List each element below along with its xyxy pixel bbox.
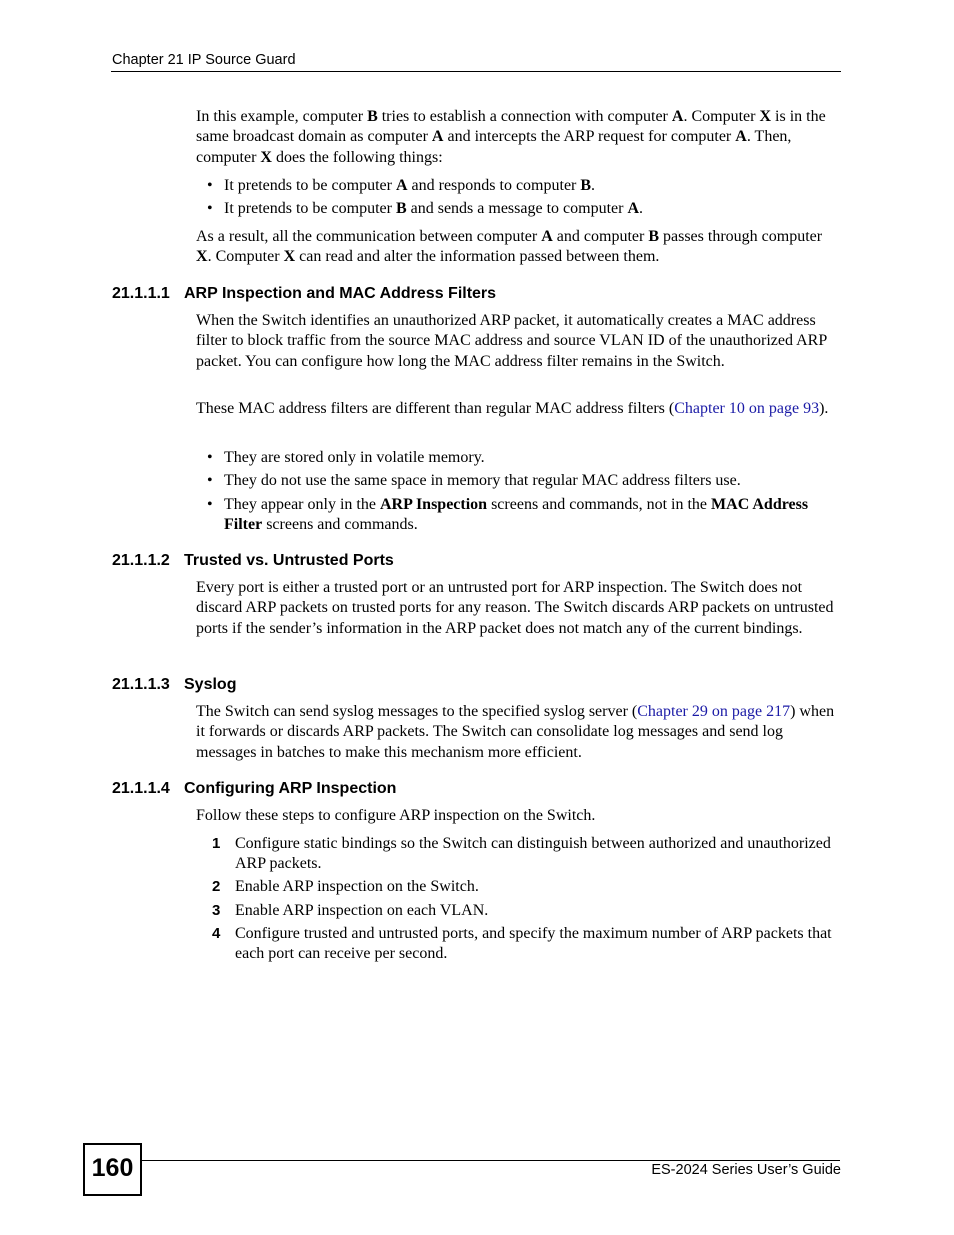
- section-paragraph: Every port is either a trusted port or an untrusted port for ARP inspection. The Switch does not discard ARP packets on trusted ports for any reason. The Switch discards ARP packets on untrusted ports if the sender’s information in the ARP packet does not match any of the current bindings.: [196, 579, 834, 637]
- section-paragraph: These MAC address filters are different than regular MAC address filters (Chapter 10 on page 93).: [196, 400, 829, 417]
- footer-divider: [140, 1160, 840, 1161]
- page-number: 160: [91, 1154, 134, 1182]
- section-paragraph: When the Switch identifies an unauthorized ARP packet, it automatically creates a MAC address filter to block traffic from the source MAC address and source VLAN ID of the unauthorized ARP packet. You can configure how long the MAC address filter remains in the Switch.: [196, 312, 827, 370]
- running-header: Chapter 21 IP Source Guard: [112, 52, 296, 68]
- section-heading: 21.1.1.4 Configuring ARP Inspection: [112, 780, 397, 797]
- page-number-box: [83, 1143, 142, 1196]
- section-heading: 21.1.1.1 ARP Inspection and MAC Address Filters: [112, 285, 497, 302]
- guide-title: ES-2024 Series User’s Guide: [651, 1162, 841, 1178]
- section-heading: 21.1.1.2 Trusted vs. Untrusted Ports: [112, 552, 394, 569]
- cross-reference-link[interactable]: Chapter 29 on page 217: [637, 703, 791, 720]
- section-paragraph: Follow these steps to configure ARP inspection on the Switch.: [196, 807, 596, 824]
- intro-paragraph: In this example, computer B tries to establish a connection with computer A. Computer X is in the same broadcast domain as computer A and intercepts the ARP request for computer A. Then, computer X does the following things:: [196, 108, 826, 166]
- result-paragraph: As a result, all the communication between computer A and computer B passes through computer X. Computer X can read and alter the information passed between them.: [196, 228, 823, 266]
- header-divider: [111, 71, 841, 72]
- cross-reference-link[interactable]: Chapter 10 on page 93: [674, 400, 820, 417]
- section-paragraph: The Switch can send syslog messages to the specified syslog server (Chapter 29 on page 217) when it forwards or discards ARP packets. The Switch can consolidate log messages and send log messages in batches to make this mechanism more efficient.: [196, 703, 835, 761]
- section-heading: 21.1.1.3 Syslog: [112, 676, 237, 693]
